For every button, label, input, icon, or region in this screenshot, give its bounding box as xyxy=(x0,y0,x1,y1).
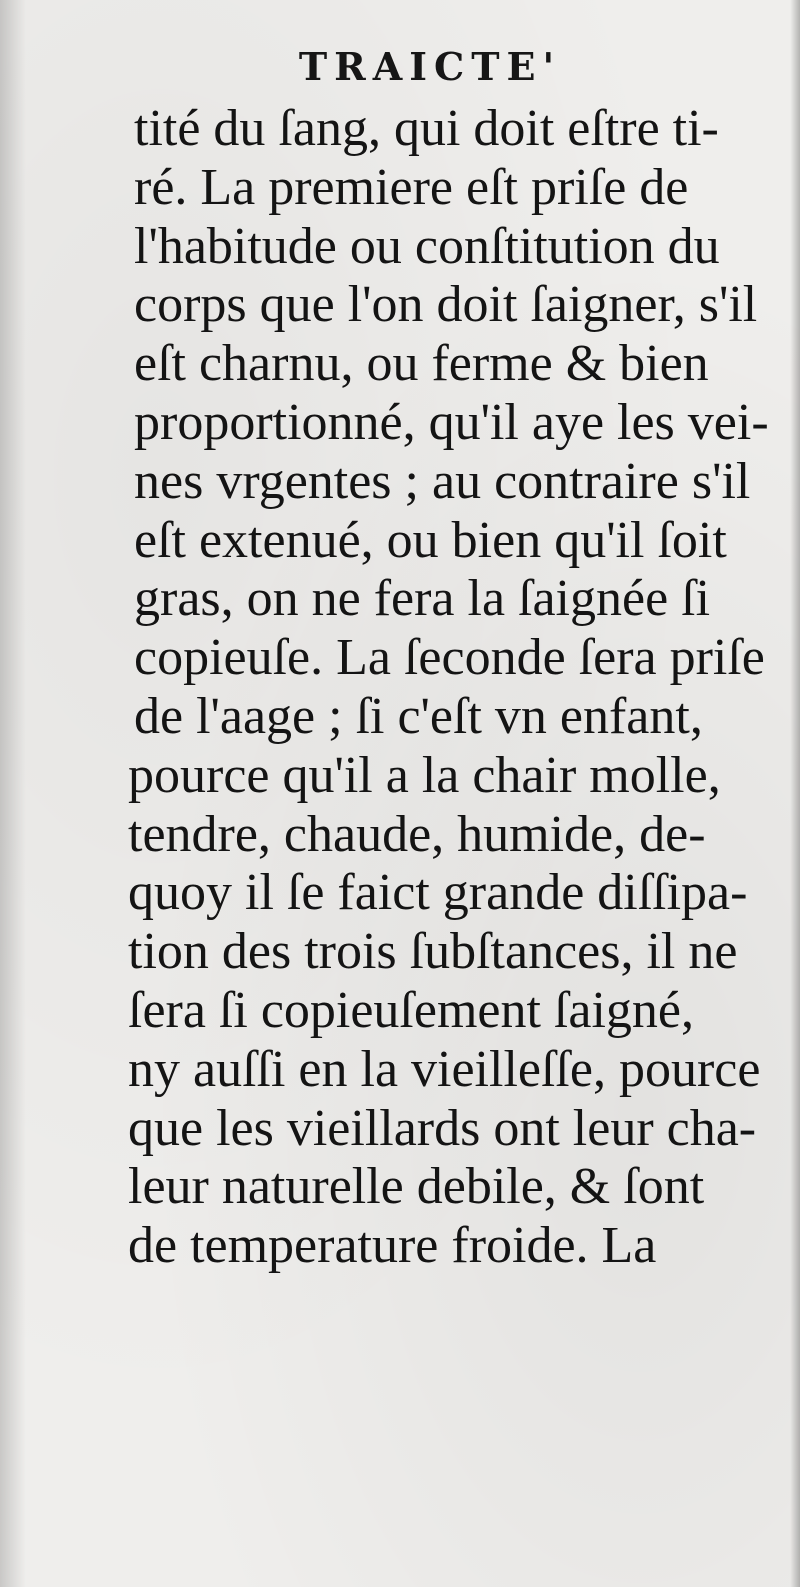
text-line: quoy il ſe faict grande diſſipa- xyxy=(128,864,748,922)
text-line: tité du ſang, qui doit eſtre ti- xyxy=(134,100,719,157)
text-line: gras, on ne fera la ſaignée ſi xyxy=(134,570,711,628)
running-head: TRAICTE' xyxy=(298,44,562,89)
text-line: corps que l'on doit ſaigner, s'il xyxy=(134,276,758,334)
text-line: que les vieillards ont leur cha- xyxy=(128,1099,757,1157)
body-text xyxy=(128,100,794,1276)
text-line: de temperature froide. La xyxy=(128,1217,657,1275)
text-line: pource qu'il a la chair molle, xyxy=(128,746,721,804)
text-line: eſt extenué, ou bien qu'il ſoit xyxy=(134,511,727,569)
text-line: eſt charnu, ou ferme & bien xyxy=(134,335,709,393)
text-line: tendre, chaude, humide, de- xyxy=(128,805,706,863)
text-line: de l'aage ; ſi c'eſt vn enfant, xyxy=(134,687,703,745)
text-line: nes vrgentes ; au contraire s'il xyxy=(134,452,751,510)
text-line: l'habitude ou conſtitution du xyxy=(134,217,720,275)
text-line: ſera ſi copieuſement ſaigné, xyxy=(128,981,694,1039)
text-line: ny auſſi en la vieilleſſe, pource xyxy=(128,1040,761,1098)
text-line: proportionné, qu'il aye les vei- xyxy=(134,393,769,451)
text-line: leur naturelle debile, & ſont xyxy=(128,1158,705,1216)
text-line: ré. La premiere eſt priſe de xyxy=(134,158,689,216)
text-line: copieuſe. La ſeconde ſera priſe xyxy=(134,629,765,687)
text-line: tion des trois ſubſtances, il ne xyxy=(128,923,738,981)
gutter-shadow xyxy=(0,0,26,1587)
